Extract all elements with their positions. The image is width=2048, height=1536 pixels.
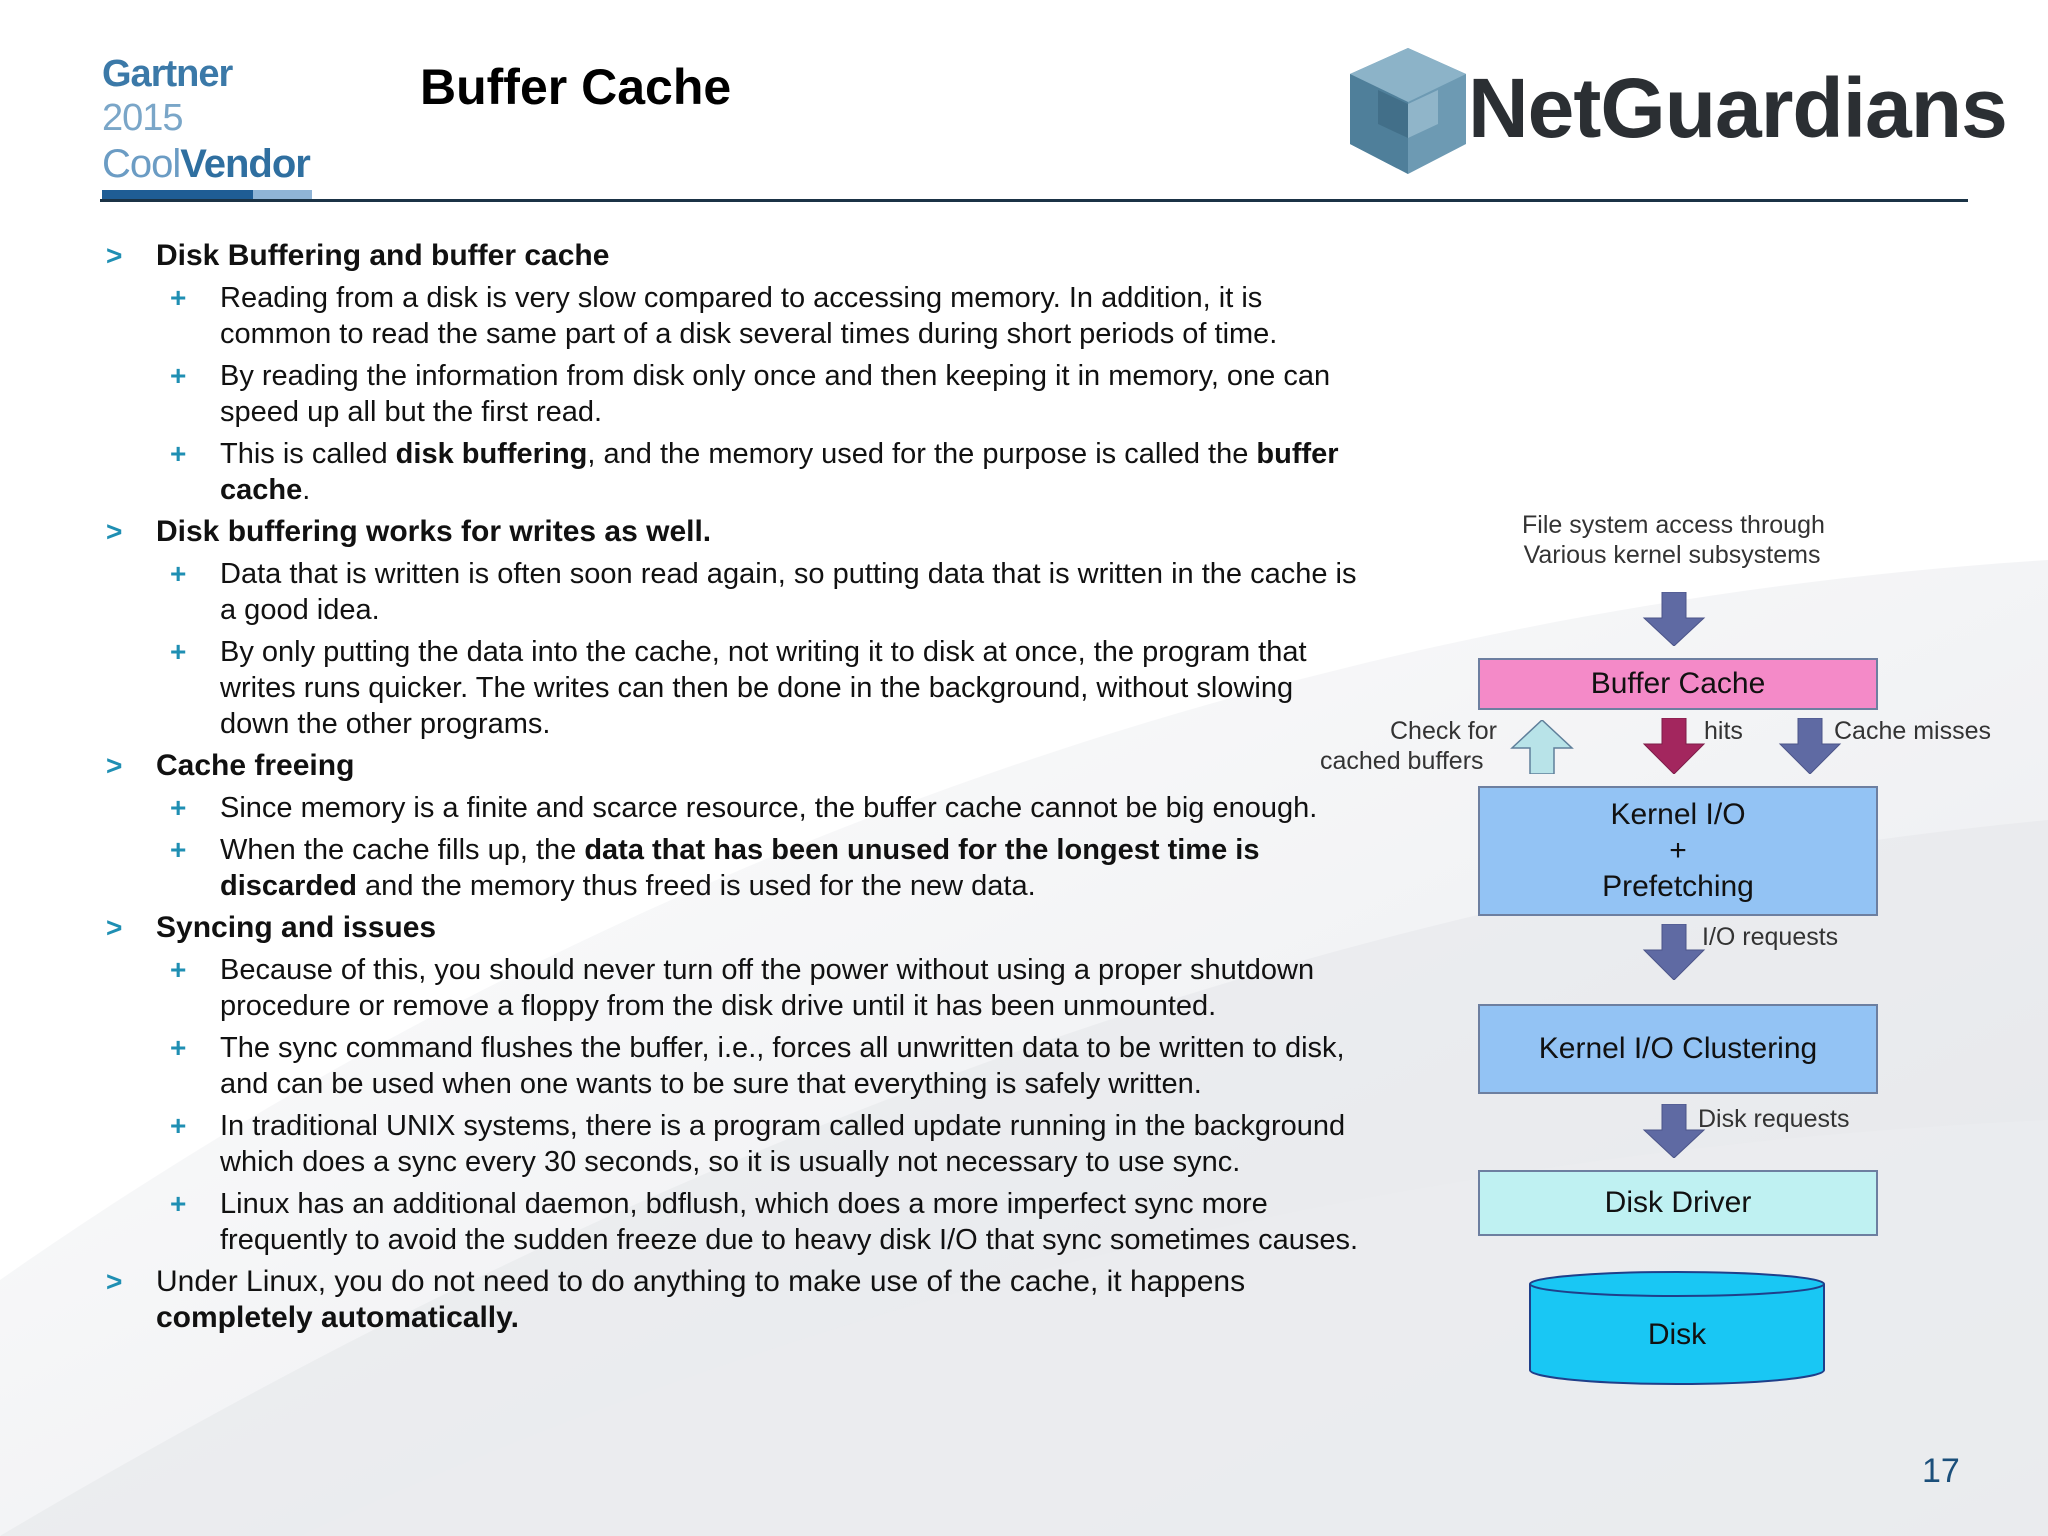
arrow-misses-icon bbox=[1778, 718, 1842, 774]
gartner-year: 2015 bbox=[102, 97, 183, 139]
bullet-text: Because of this, you should never turn off the power without using a proper shutdown procedure or remove a floppy from the disk drive until it has been unmounted. bbox=[220, 954, 1315, 1022]
plus-icon: + bbox=[170, 1032, 187, 1063]
bullet-text: By only putting the data into the cache, not writing it to disk at once, the program that writes runs quicker. The writes can then be done in the background, without slowing down the other programs. bbox=[220, 636, 1307, 740]
netguardians-cube-icon bbox=[1338, 44, 1478, 178]
section-syncing bbox=[100, 910, 1360, 946]
bullet-bold: data that has been unused for the longest time is discarded bbox=[220, 834, 1260, 902]
bullet-item bbox=[100, 280, 1360, 352]
top-label-1: File system access through bbox=[1522, 511, 1825, 539]
arrow-down-icon bbox=[1642, 924, 1706, 980]
plus-icon: + bbox=[170, 954, 187, 985]
chevron-right-icon: > bbox=[106, 750, 123, 781]
bullet-text: Since memory is a finite and scarce resource, the buffer cache cannot be big enough. bbox=[220, 792, 1318, 824]
bullet-item bbox=[100, 1108, 1360, 1180]
page-number: 17 bbox=[1922, 1452, 1960, 1490]
cache-misses-label: Cache misses bbox=[1834, 717, 1991, 745]
gartner-vendor: Vendor bbox=[180, 142, 310, 186]
section-text: Under Linux, you do not need to do anything to make use of the cache, it happens bbox=[156, 1265, 1246, 1298]
section-heading: Disk Buffering and buffer cache bbox=[156, 239, 610, 272]
gartner-cool: Cool bbox=[102, 142, 181, 186]
buffer-cache-box: Buffer Cache bbox=[1478, 658, 1878, 710]
gartner-cool-vendor-logo bbox=[102, 52, 317, 202]
section-bold: completely automatically. bbox=[156, 1301, 519, 1334]
hits-label: hits bbox=[1704, 717, 1743, 745]
bullet-text: Reading from a disk is very slow compared to accessing memory. In addition, it is common to read the same part of a disk several times during short periods of time. bbox=[220, 282, 1278, 350]
bullet-bold: buffer cache bbox=[220, 438, 1339, 506]
chevron-right-icon: > bbox=[106, 240, 123, 271]
bullet-item bbox=[100, 436, 1360, 508]
section-cache-freeing bbox=[100, 748, 1360, 784]
bullet-text: In traditional UNIX systems, there is a program called update running in the background which does a sync every 30 seconds, so it is usually not necessary to use sync. bbox=[220, 1110, 1346, 1178]
chevron-right-icon: > bbox=[106, 1266, 123, 1297]
buffer-cache-diagram bbox=[1320, 500, 2020, 1400]
bullet-item bbox=[100, 952, 1360, 1024]
disk-label: Disk bbox=[1647, 1318, 1707, 1351]
bullet-item bbox=[100, 1030, 1360, 1102]
kernel-io-line-3: Prefetching bbox=[1602, 870, 1754, 903]
section-heading: Syncing and issues bbox=[156, 911, 437, 944]
gartner-brand: Gartner bbox=[102, 53, 233, 95]
plus-icon: + bbox=[170, 792, 187, 823]
slide-title: Buffer Cache bbox=[420, 59, 732, 115]
bullet-text: Data that is written is often soon read again, so putting data that is written in the cache is a good idea. bbox=[220, 558, 1357, 626]
arrow-down-icon bbox=[1642, 1104, 1706, 1158]
section-linux-auto bbox=[100, 1264, 1360, 1336]
bullet-text-post: and the memory thus freed is used for the new data. bbox=[357, 870, 1036, 902]
bullet-text-pre: When the cache fills up, the bbox=[220, 834, 585, 866]
plus-icon: + bbox=[170, 360, 187, 391]
slide-body bbox=[100, 232, 1360, 1336]
bullet-item bbox=[100, 634, 1360, 742]
bullet-item bbox=[100, 1186, 1360, 1258]
plus-icon: + bbox=[170, 834, 187, 865]
chevron-right-icon: > bbox=[106, 912, 123, 943]
cached-buffers-label: cached buffers bbox=[1320, 747, 1484, 775]
arrow-up-icon bbox=[1510, 720, 1574, 774]
arrow-down-icon bbox=[1642, 592, 1706, 646]
bullet-item bbox=[100, 358, 1360, 430]
bullet-text: The sync command flushes the buffer, i.e., forces all unwritten data to be written to disk, and can be used when one wants to be sure that everything is safely written. bbox=[220, 1032, 1345, 1100]
section-writes bbox=[100, 514, 1360, 550]
plus-icon: + bbox=[170, 282, 187, 313]
kernel-io-clustering-box: Kernel I/O Clustering bbox=[1478, 1004, 1878, 1094]
plus-icon: + bbox=[170, 1188, 187, 1219]
bullet-item bbox=[100, 556, 1360, 628]
section-disk-buffering bbox=[100, 238, 1360, 274]
bullet-text: By reading the information from disk only once and then keeping it in memory, one can speed up all but the first read. bbox=[220, 360, 1331, 428]
bullet-text-post: . bbox=[302, 474, 311, 506]
disk-requests-label: Disk requests bbox=[1698, 1105, 1850, 1133]
bullet-item bbox=[100, 790, 1360, 826]
kernel-io-line-1: Kernel I/O bbox=[1610, 798, 1746, 831]
bullet-text-mid: , and the memory used for the purpose is called the bbox=[587, 438, 1257, 470]
chevron-right-icon: > bbox=[106, 516, 123, 547]
bullet-bold: disk buffering bbox=[395, 438, 588, 470]
bullet-text: Linux has an additional daemon, bdflush, which does a more imperfect sync more frequently to avoid the sudden freeze due to heavy disk I/O that sync sometimes causes. bbox=[220, 1188, 1359, 1256]
plus-icon: + bbox=[170, 438, 187, 469]
check-for-label: Check for bbox=[1390, 717, 1497, 745]
arrow-hits-icon bbox=[1642, 718, 1706, 774]
section-heading: Cache freeing bbox=[156, 749, 355, 782]
disk-driver-box: Disk Driver bbox=[1478, 1170, 1878, 1236]
slide-header bbox=[0, 0, 2048, 210]
plus-icon: + bbox=[170, 1110, 187, 1141]
plus-icon: + bbox=[170, 636, 187, 667]
bullet-text-pre: This is called bbox=[220, 438, 396, 470]
header-divider bbox=[100, 199, 1968, 202]
top-label-2: Various kernel subsystems bbox=[1523, 541, 1821, 569]
bullet-item bbox=[100, 832, 1360, 904]
io-requests-label: I/O requests bbox=[1702, 923, 1839, 951]
company-name: NetGuardians bbox=[1468, 61, 2007, 155]
kernel-io-box bbox=[1478, 786, 1878, 916]
plus-icon: + bbox=[170, 558, 187, 589]
kernel-io-line-2: + bbox=[1669, 834, 1687, 867]
section-heading: Disk buffering works for writes as well. bbox=[156, 515, 712, 548]
